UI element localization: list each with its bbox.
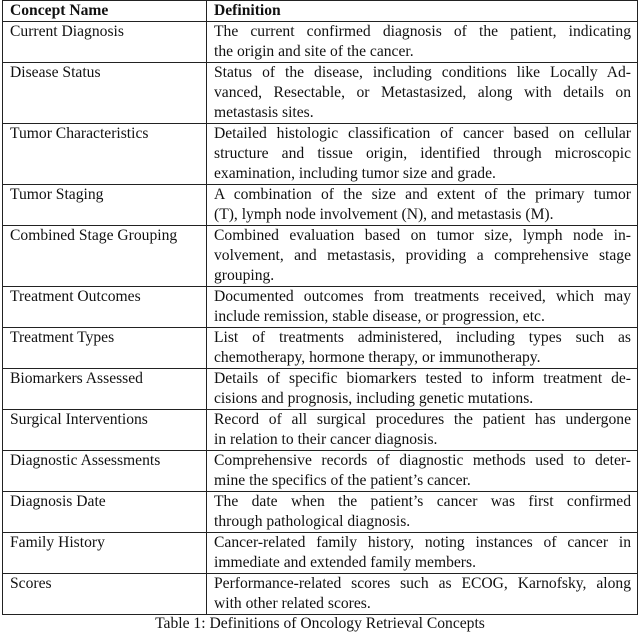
- definition-cell: [207, 22, 638, 63]
- table-row: [3, 369, 638, 410]
- definition-line: in relation to their cancer diagnosis.: [214, 431, 438, 448]
- definition-line: grouping.: [214, 267, 275, 284]
- table-row: [3, 226, 638, 287]
- definition-line: List of treatments administered, including types such as: [214, 329, 631, 346]
- header-definition: Definition: [207, 1, 638, 22]
- definition-cell: [207, 451, 638, 492]
- definition-line: Documented outcomes from treatments received, which may: [214, 288, 631, 305]
- definition-cell: [207, 369, 638, 410]
- concept-name-cell: Disease Status: [3, 63, 207, 124]
- concept-name-cell: Treatment Types: [3, 328, 207, 369]
- table-caption: Table 1: Definitions of Oncology Retrieval Concepts: [155, 615, 485, 632]
- concept-name-cell: Diagnostic Assessments: [3, 451, 207, 492]
- concept-name-cell: Combined Stage Grouping: [3, 226, 207, 287]
- concept-name-cell: Treatment Outcomes: [3, 287, 207, 328]
- definition-cell: [207, 410, 638, 451]
- definition-cell: [207, 533, 638, 574]
- table-row: [3, 185, 638, 226]
- concept-name-cell: Family History: [3, 533, 207, 574]
- definition-line: metastasis sites.: [214, 104, 314, 121]
- definition-line: Details of specific biomarkers tested to inform treatment de-: [214, 370, 631, 387]
- table-row: [3, 328, 638, 369]
- definition-line: Comprehensive records of diagnostic methods used to deter-: [214, 452, 631, 469]
- definition-cell: [207, 124, 638, 185]
- concept-definitions-table: [2, 0, 638, 615]
- definition-line: mine the specifics of the patient’s cancer.: [214, 472, 471, 489]
- definition-line: The current confirmed diagnosis of the patient, indicating: [214, 23, 631, 40]
- table-row: [3, 533, 638, 574]
- table-row: [3, 451, 638, 492]
- definition-line: (T), lymph node involvement (N), and metastasis (M).: [214, 206, 554, 223]
- definition-line: Status of the disease, including conditions like Locally Ad-: [214, 64, 631, 81]
- definition-cell: [207, 328, 638, 369]
- table-row: [3, 287, 638, 328]
- definition-line: vanced, Resectable, or Metastasized, along with details on: [214, 84, 631, 101]
- definition-line: Combined evaluation based on tumor size, lymph node in-: [214, 227, 631, 244]
- definition-cell: [207, 63, 638, 124]
- concept-name-cell: Tumor Characteristics: [3, 124, 207, 185]
- definition-line: Record of all surgical procedures the patient has undergone: [214, 411, 631, 428]
- definition-cell: [207, 287, 638, 328]
- definition-line: Performance-related scores such as ECOG, Karnofsky, along: [214, 575, 631, 592]
- definition-line: structure and tissue origin, identified through microscopic: [214, 145, 631, 162]
- concept-name-cell: Tumor Staging: [3, 185, 207, 226]
- definition-line: The date when the patient’s cancer was first confirmed: [214, 493, 631, 510]
- definition-line: A combination of the size and extent of the primary tumor: [214, 186, 631, 203]
- definition-line: through pathological diagnosis.: [214, 513, 411, 530]
- table-row: [3, 574, 638, 615]
- concept-name-cell: Diagnosis Date: [3, 492, 207, 533]
- table-row: [3, 492, 638, 533]
- definition-line: cisions and prognosis, including genetic mutations.: [214, 390, 534, 407]
- table-row: [3, 124, 638, 185]
- definition-line: immediate and extended family members.: [214, 554, 476, 571]
- definition-line: volvement, and metastasis, providing a comprehensive stage: [214, 247, 631, 264]
- definition-line: with other related scores.: [214, 595, 371, 612]
- concept-name-cell: Current Diagnosis: [3, 22, 207, 63]
- definition-line: examination, including tumor size and grade.: [214, 165, 496, 182]
- definition-line: Cancer-related family history, noting instances of cancer in: [214, 534, 631, 551]
- concept-name-cell: Biomarkers Assessed: [3, 369, 207, 410]
- concept-name-cell: Surgical Interventions: [3, 410, 207, 451]
- definition-cell: [207, 185, 638, 226]
- definition-cell: [207, 492, 638, 533]
- definition-line: include remission, stable disease, or progression, etc.: [214, 308, 545, 325]
- definition-cell: [207, 574, 638, 615]
- definition-line: the origin and site of the cancer.: [214, 43, 414, 60]
- table-row: [3, 410, 638, 451]
- header-row: [3, 1, 638, 22]
- table-row: [3, 63, 638, 124]
- definition-line: Detailed histologic classification of cancer based on cellular: [214, 125, 631, 142]
- header-concept-name: Concept Name: [3, 1, 207, 22]
- concept-name-cell: Scores: [3, 574, 207, 615]
- table-row: [3, 22, 638, 63]
- definition-cell: [207, 226, 638, 287]
- definition-line: chemotherapy, hormone therapy, or immunotherapy.: [214, 349, 541, 366]
